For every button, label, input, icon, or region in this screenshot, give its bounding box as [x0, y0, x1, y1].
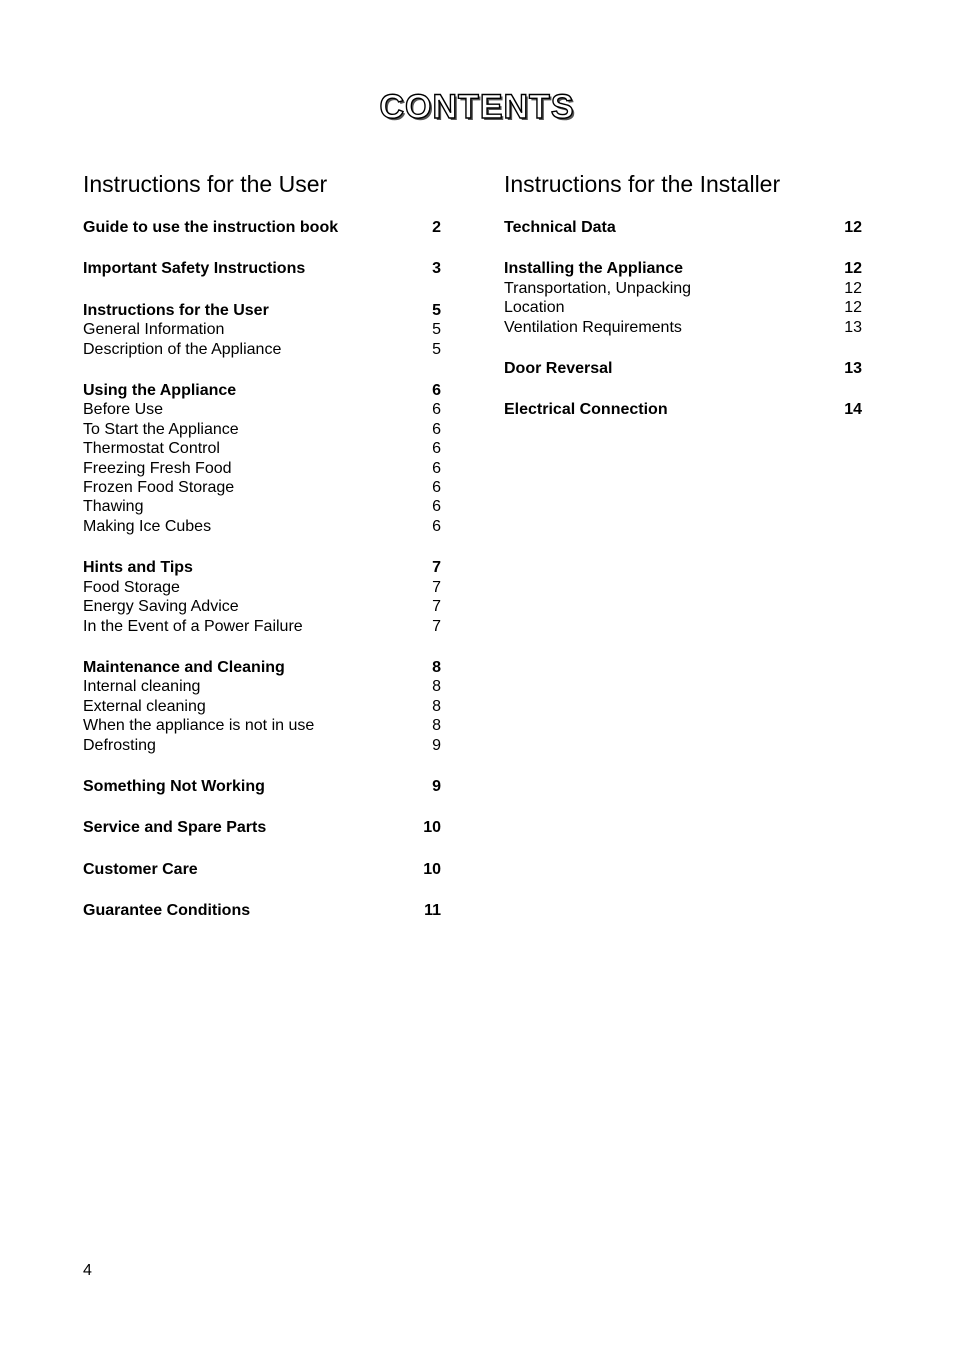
- toc-entry: [83, 597, 441, 616]
- toc-section: [504, 259, 862, 337]
- toc-section-title: Technical Data: [504, 219, 616, 236]
- toc-entry-page: 12: [844, 299, 862, 317]
- toc-entry: [83, 400, 441, 419]
- toc-section-page: 13: [844, 360, 862, 378]
- toc-entry: [83, 320, 441, 339]
- toc-entry-page: 7: [432, 578, 441, 596]
- toc-section-heading: [504, 218, 862, 237]
- toc-section-heading: [83, 558, 441, 577]
- toc-section-page: 12: [844, 219, 862, 236]
- toc-entry-label: In the Event of a Power Failure: [83, 617, 303, 635]
- toc-entry: [83, 617, 441, 636]
- toc-entry-page: 7: [432, 617, 441, 635]
- toc-entry: [504, 318, 862, 337]
- toc-section: [83, 218, 441, 237]
- toc-entry-label: Description of the Appliance: [83, 340, 282, 358]
- toc-section-heading: [83, 259, 441, 278]
- toc-section-page: 10: [423, 819, 441, 837]
- toc-entry-label: External cleaning: [83, 697, 206, 715]
- toc-section-title: Customer Care: [83, 860, 198, 878]
- toc-section-title: Electrical Connection: [504, 401, 668, 419]
- toc-entry-page: 8: [432, 717, 441, 735]
- toc-entry-label: Thawing: [83, 498, 144, 516]
- toc-section-heading: [83, 218, 441, 237]
- toc-entry-label: Making Ice Cubes: [83, 517, 212, 535]
- toc-section-heading: [83, 818, 441, 837]
- toc-section-heading: [83, 381, 441, 400]
- toc-entry: [83, 578, 441, 597]
- toc-entry-label: Location: [504, 299, 565, 317]
- toc-entry-page: 6: [432, 459, 441, 477]
- toc-section: [83, 558, 441, 636]
- toc-section-page: 9: [432, 777, 441, 795]
- toc-entry-page: 6: [432, 401, 441, 419]
- toc-entry: [504, 298, 862, 317]
- toc-entry-page: 13: [844, 318, 862, 336]
- toc-section: [504, 218, 862, 237]
- toc-section-title: Service and Spare Parts: [83, 819, 267, 837]
- toc-section-title: Door Reversal: [504, 360, 613, 378]
- toc-entry: [83, 716, 441, 735]
- toc-entry-page: 6: [432, 440, 441, 458]
- toc-entry: [83, 517, 441, 536]
- toc-entry: [83, 677, 441, 696]
- toc-entry-page: 5: [432, 321, 441, 339]
- toc-section: [83, 381, 441, 536]
- toc-entry-label: Freezing Fresh Food: [83, 459, 232, 477]
- toc-entry: [83, 439, 441, 458]
- toc-section: [83, 259, 441, 278]
- toc-section-heading: [83, 777, 441, 796]
- toc-entry-label: To Start the Appliance: [83, 420, 239, 438]
- toc-section-page: 6: [432, 382, 441, 400]
- toc-section: [504, 359, 862, 378]
- toc-entry: [83, 697, 441, 716]
- user-instructions-column: [83, 168, 441, 943]
- toc-entry: [83, 459, 441, 478]
- toc-entry: [83, 736, 441, 755]
- toc-entry-page: 9: [432, 736, 441, 754]
- toc-entry-page: 6: [432, 498, 441, 516]
- toc-section: [83, 658, 441, 755]
- toc-section-heading: [83, 860, 441, 879]
- toc-entry-page: 6: [432, 420, 441, 438]
- toc-section-page: 5: [432, 301, 441, 319]
- toc-entry-page: 12: [844, 279, 862, 297]
- toc-section-title: Guide to use the instruction book: [83, 219, 339, 236]
- toc-section: [83, 301, 441, 359]
- user-toc-list: [83, 218, 441, 921]
- toc-section-title: Maintenance and Cleaning: [83, 658, 285, 676]
- toc-section: [83, 777, 441, 796]
- toc-entry-label: Food Storage: [83, 578, 180, 596]
- installer-instructions-column: [504, 168, 862, 442]
- toc-entry-label: Energy Saving Advice: [83, 598, 239, 616]
- toc-entry: [83, 497, 441, 516]
- toc-section-title: Hints and Tips: [83, 559, 193, 577]
- toc-entry: [83, 478, 441, 497]
- toc-section-title: Guarantee Conditions: [83, 902, 251, 920]
- toc-section: [83, 818, 441, 837]
- toc-entry-label: Frozen Food Storage: [83, 479, 235, 497]
- toc-section-page: 10: [423, 860, 441, 878]
- toc-section-page: 2: [432, 219, 441, 236]
- toc-section-heading: [83, 301, 441, 320]
- toc-entry: [83, 340, 441, 359]
- toc-entry-label: Defrosting: [83, 736, 156, 754]
- toc-section-page: 7: [432, 559, 441, 577]
- installer-toc-list: [504, 218, 862, 420]
- toc-section-heading: [504, 400, 862, 419]
- toc-section-page: 11: [424, 902, 441, 920]
- toc-entry-page: 6: [432, 479, 441, 497]
- toc-section-page: 14: [844, 401, 862, 419]
- toc-section-heading: [83, 901, 441, 920]
- toc-entry-label: Before Use: [83, 401, 164, 419]
- page-number: 4: [83, 1262, 92, 1279]
- toc-section-page: 8: [432, 658, 441, 676]
- toc-entry-page: 5: [432, 340, 441, 358]
- toc-entry-label: Internal cleaning: [83, 678, 201, 696]
- toc-section-title: Something Not Working: [83, 777, 265, 795]
- toc-section-title: Instructions for the User: [83, 301, 269, 319]
- toc-section-title: Installing the Appliance: [504, 260, 683, 278]
- toc-entry-label: Transportation, Unpacking: [504, 279, 692, 297]
- toc-section-page: 3: [432, 260, 441, 278]
- toc-entry-label: Ventilation Requirements: [504, 318, 682, 336]
- toc-entry-page: 8: [432, 697, 441, 715]
- installer-column-heading: Instructions for the Installer: [504, 171, 781, 197]
- toc-section: [504, 400, 862, 419]
- toc-entry: [504, 279, 862, 298]
- toc-entry-page: 6: [432, 517, 441, 535]
- toc-section-page: 12: [844, 260, 862, 278]
- page-title: CONTENTS: [379, 88, 575, 126]
- toc-entry-label: Thermostat Control: [83, 440, 220, 458]
- toc-section-heading: [504, 259, 862, 278]
- toc-section-title: Important Safety Instructions: [83, 260, 306, 278]
- toc-section: [83, 901, 441, 920]
- toc-section-heading: [83, 658, 441, 677]
- toc-section: [83, 860, 441, 879]
- toc-entry: [83, 420, 441, 439]
- toc-entry-label: General Information: [83, 321, 225, 339]
- toc-section-title: Using the Appliance: [83, 382, 237, 400]
- toc-section-heading: [504, 359, 862, 378]
- user-column-heading: Instructions for the User: [83, 171, 328, 197]
- toc-entry-page: 8: [432, 678, 441, 696]
- toc-entry-page: 7: [432, 598, 441, 616]
- toc-entry-label: When the appliance is not in use: [83, 717, 315, 735]
